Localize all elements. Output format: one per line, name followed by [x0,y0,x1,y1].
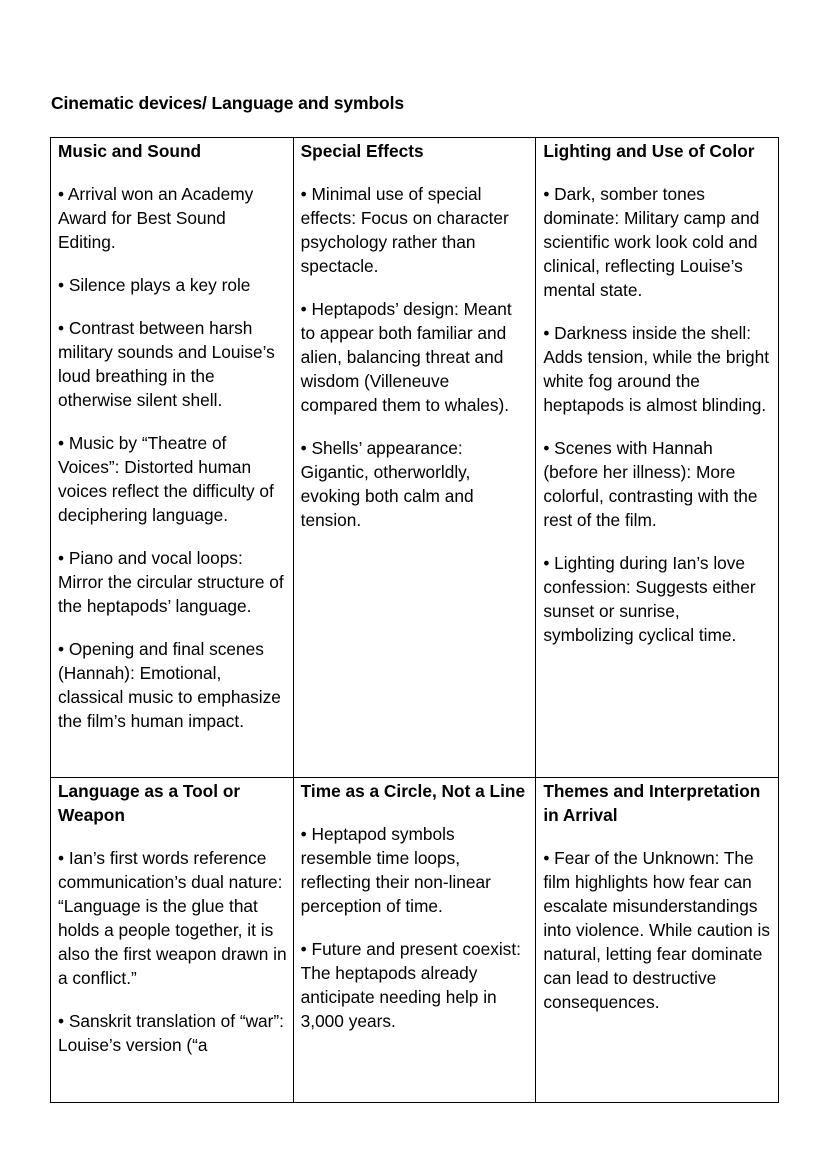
table-row [51,778,779,1103]
bullet-item: • Scenes with Hannah (before her illness): More colorful, contrasting with the rest of the film. [543,438,758,530]
bullet-item: • Dark, somber tones dominate: Military camp and scientific work look cold and clinical, reflecting Louise’s mental state. [543,184,760,300]
cell-heading: Music and Sound [58,141,202,161]
cell-heading: Themes and Interpretation in Arrival [543,781,761,825]
cell-music-and-sound [51,138,294,778]
cell-time-as-circle [293,778,536,1103]
bullet-item: • Silence plays a key role [58,275,251,295]
cell-lighting-and-color [536,138,779,778]
bullet-item: • Opening and final scenes (Hannah): Emotional, classical music to emphasize the film’s human impact. [58,639,281,731]
bullet-item: • Heptapod symbols resemble time loops, reflecting their non-linear perception of time. [300,824,491,916]
content-table [50,137,779,1103]
cell-heading: Time as a Circle, Not a Line [300,781,526,801]
bullet-item: • Ian’s first words reference communication’s dual nature: “Language is the glue that holds a people together, it is also the first weapon drawn in a conflict.” [58,848,287,988]
cell-heading: Lighting and Use of Color [543,141,755,161]
bullet-item: • Heptapods’ design: Meant to appear both familiar and alien, balancing threat and wisdom (Villeneuve compared them to whales). [300,299,512,415]
bullet-item: • Sanskrit translation of “war”: Louise’s version (“a [58,1011,284,1055]
bullet-item: • Fear of the Unknown: The film highlights how fear can escalate misunderstandings into violence. While caution is natural, letting fear dominate can lead to destructive consequences. [543,848,771,1012]
cell-heading: Special Effects [300,141,424,161]
bullet-item: • Shells’ appearance: Gigantic, otherworldly, evoking both calm and tension. [300,438,474,530]
bullet-item: • Darkness inside the shell: Adds tension, while the bright white fog around the heptapods is almost blinding. [543,323,770,415]
bullet-item: • Arrival won an Academy Award for Best Sound Editing. [58,184,254,252]
cell-heading: Language as a Tool or Weapon [58,781,241,825]
bullet-item: • Minimal use of special effects: Focus on character psychology rather than spectacle. [300,184,509,276]
table-row [51,138,779,778]
bullet-item: • Future and present coexist: The heptapods already anticipate needing help in 3,000 years. [300,939,521,1031]
bullet-item: • Piano and vocal loops: Mirror the circular structure of the heptapods’ language. [58,548,284,616]
cell-language-as-tool [51,778,294,1103]
page-title: Cinematic devices/ Language and symbols [51,93,405,113]
cell-special-effects [293,138,536,778]
bullet-item: • Lighting during Ian’s love confession: Suggests either sunset or sunrise, symbolizing cyclical time. [543,553,756,645]
bullet-item: • Music by “Theatre of Voices”: Distorted human voices reflect the difficulty of deciphering language. [58,433,274,525]
bullet-item: • Contrast between harsh military sounds and Louise’s loud breathing in the otherwise silent shell. [58,318,275,410]
cell-themes [536,778,779,1103]
